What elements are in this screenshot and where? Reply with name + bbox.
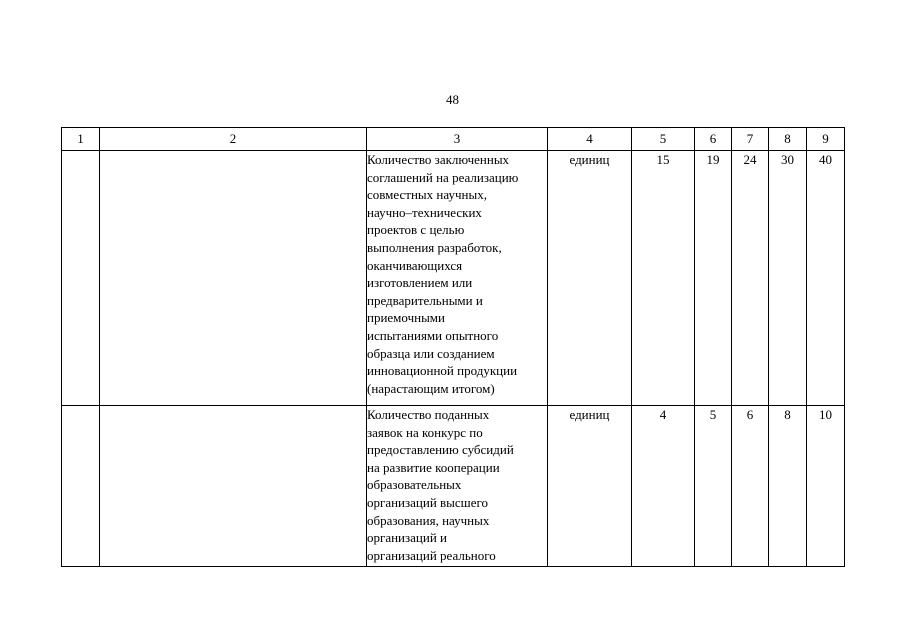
indicator-line: организаций реального (367, 547, 496, 563)
row-number-cell (62, 406, 100, 567)
row-number-cell (62, 151, 100, 406)
task-cell (100, 151, 367, 406)
indicator-line: проектов с целью (367, 222, 465, 238)
indicator-line: организаций и (367, 530, 447, 546)
value-cell: 24 (732, 151, 769, 406)
value-cell: 5 (695, 406, 732, 567)
indicator-line: заявок на конкурс по (367, 424, 483, 440)
indicator-line: Количество заключенных (367, 152, 510, 167)
header-cell-4: 4 (548, 128, 632, 151)
value-cell: 8 (769, 406, 807, 567)
header-cell-8: 8 (769, 128, 807, 151)
indicator-cell (367, 406, 548, 567)
indicator-line: инновационной продукции (367, 363, 518, 379)
indicator-line: выполнения разработок, (367, 239, 502, 255)
unit-cell: единиц (548, 151, 632, 406)
header-cell-6: 6 (695, 128, 732, 151)
indicator-line: (нарастающим итогом) (367, 380, 495, 396)
value-cell: 15 (632, 151, 695, 406)
header-cell-9: 9 (807, 128, 845, 151)
header-cell-1: 1 (62, 128, 100, 151)
header-row (62, 128, 845, 151)
indicator-line: приемочными (367, 310, 445, 326)
indicators-table (61, 127, 845, 567)
unit-cell: единиц (548, 406, 632, 567)
indicator-line: образовательных (367, 477, 462, 493)
task-cell (100, 406, 367, 567)
indicator-line: совместных научных, (367, 187, 487, 203)
indicator-line: испытаниями опытного (367, 327, 499, 343)
indicator-line: предварительными и (367, 292, 483, 308)
indicator-line: изготовлением или (367, 275, 473, 291)
header-cell-7: 7 (732, 128, 769, 151)
indicator-line: соглашений на реализацию (367, 169, 519, 185)
value-cell: 40 (807, 151, 845, 406)
indicator-cell (367, 151, 548, 406)
value-cell: 19 (695, 151, 732, 406)
value-cell: 30 (769, 151, 807, 406)
header-cell-2: 2 (100, 128, 367, 151)
value-cell: 10 (807, 406, 845, 567)
page-number: 48 (446, 92, 459, 107)
indicator-line: оканчивающихся (367, 257, 463, 273)
indicator-line: на развитие кооперации (367, 459, 500, 475)
value-cell: 6 (732, 406, 769, 567)
indicator-line: научно–технических (367, 204, 482, 220)
header-cell-5: 5 (632, 128, 695, 151)
indicator-line: Количество поданных (367, 407, 490, 422)
indicator-line: образования, научных (367, 512, 490, 528)
table-row (62, 151, 845, 406)
table-row (62, 406, 845, 567)
header-cell-3: 3 (367, 128, 548, 151)
value-cell: 4 (632, 406, 695, 567)
indicator-line: образца или созданием (367, 345, 495, 361)
indicator-line: организаций высшего (367, 494, 488, 510)
indicator-line: предоставлению субсидий (367, 442, 514, 458)
